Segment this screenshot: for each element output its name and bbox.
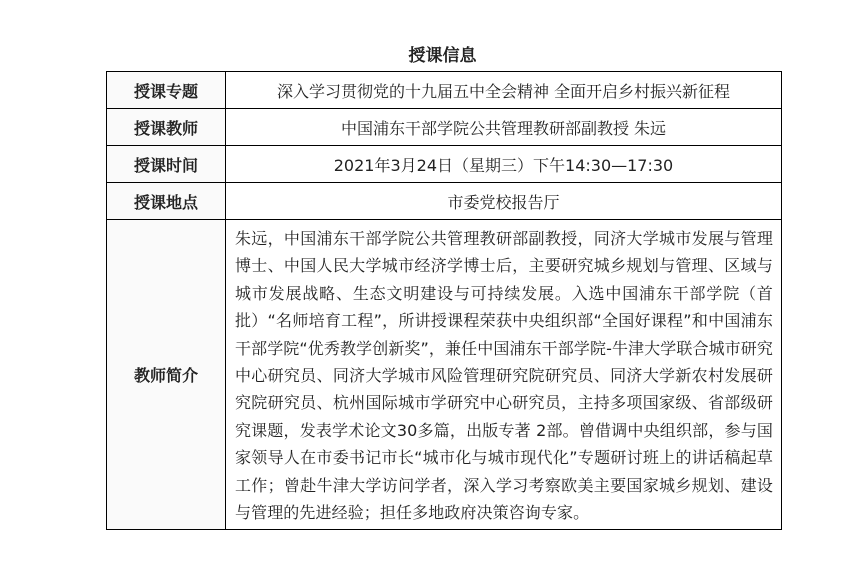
table-row-teacher <box>107 109 782 146</box>
location-value: 市委党校报告厅 <box>226 183 782 220</box>
location-label: 授课地点 <box>107 183 226 220</box>
time-label: 授课时间 <box>107 146 226 183</box>
teacher-value: 中国浦东干部学院公共管理教研部副教授 朱远 <box>226 109 782 146</box>
topic-label: 授课专题 <box>107 72 226 109</box>
table-row-topic <box>107 72 782 109</box>
bio-text: 朱远，中国浦东干部学院公共管理教研部副教授，同济大学城市发展与管理博士、中国人民大学城市经济学博士后，主要研究城乡规划与管理、区域与城市发展战略、生态文明建设与可持续发展。入选中国浦东干部学院（首批）“名师培育工程”，所讲授课程荣获中央组织部“全国好课程”和中国浦东干部学院“优秀教学创新奖”，兼任中国浦东干部学院-牛津大学联合城市研究中心研究员、同济大学城市风险管理研究院研究员、同济大学新农村发展研究院研究员、杭州国际城市学研究中心研究员，主持多项国家级、省部级研究课题，发表学术论文30多篇，出版专著 2部。曾借调中央组织部，参与国家领导人在市委书记市长“城市化与城市现代化”专题研讨班上的讲话稿起草工作；曾赴牛津大学访问学者，深入学习考察欧美主要国家城乡规划、建设与管理的先进经验；担任多地政府决策咨询专家。 <box>226 220 782 530</box>
table-row-time <box>107 146 782 183</box>
bio-label: 教师简介 <box>107 220 226 530</box>
topic-value: 深入学习贯彻党的十九届五中全会精神 全面开启乡村振兴新征程 <box>226 72 782 109</box>
course-info-table <box>106 71 782 530</box>
table-row-location <box>107 183 782 220</box>
page-title: 授课信息 <box>408 46 477 66</box>
time-value: 2021年3月24日（星期三）下午14:30—17:30 <box>226 146 782 183</box>
teacher-label: 授课教师 <box>107 109 226 146</box>
table-row-bio <box>107 220 782 530</box>
